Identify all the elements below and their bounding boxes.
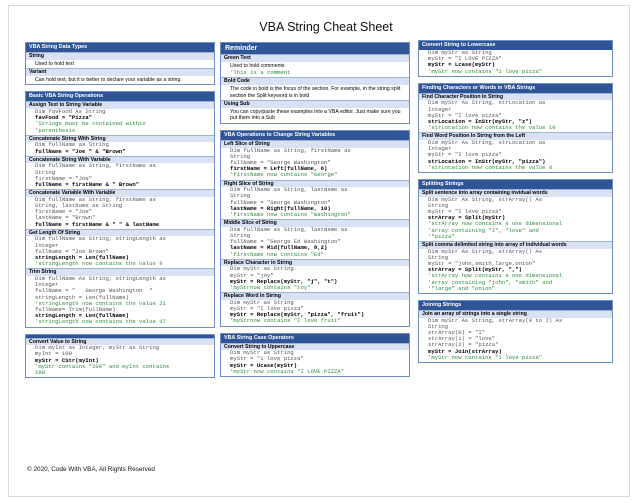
code-comment-line: '"pizza" [428,232,455,240]
code-line: stringLength = Len(fullName) [35,293,129,301]
code-block [26,276,214,327]
code-block [221,266,409,292]
code-line: Dim fullName as String, stringLength as [35,235,166,243]
section-heading: Joining Strings [419,301,612,310]
code-comment-line: 'firstName now contains "George" [230,171,338,179]
code-focus-line: favFood = "Pizza" [35,114,93,122]
code-block [419,100,612,132]
subsection-title: Split sentence into array containing invidual words [419,189,612,197]
code-comment-line: 'Strings must be contained within [35,120,146,128]
code-line: Dim myStr As String, strArray() As [428,247,543,255]
code-comment-line: 'This is a comment [230,69,291,77]
code-comment-line: 'myStr now contains "I love pizza" [428,353,543,361]
code-block [419,50,612,76]
section [418,300,613,363]
code-focus-line: myStr = Join(strArray) [428,347,502,355]
code-block [221,187,409,219]
code-focus-line: myStr = Ucase(myStr) [230,361,298,369]
code-comment-line: 'stringLength now contains the value 21 [35,299,166,307]
code-focus-line: strLocation = InStr(myStr, "z") [428,118,533,126]
code-line: String [35,168,56,176]
code-line: firstName = "Joe" [35,174,93,182]
code-focus-line: fullName = firstName & " " & lastName [35,220,160,228]
code-line: strArray(0) = "I" [428,329,486,337]
code-focus-line: myStr = Lcase(myStr) [428,61,496,69]
subsection-title: Right Slice of String [221,180,409,188]
code-line: strArray(2) = "pizza" [428,341,499,349]
subsection-title: Assign Text to String Variable [26,101,214,109]
code-line: Dim fullName as String, firstName as [35,195,156,203]
code-line: Dim myStr As String, strLocation as [428,139,546,147]
code-block [26,345,214,377]
code-comment-line: 100 [35,369,46,377]
code-block [419,140,612,172]
code-block [221,350,409,376]
subsection-title: Replace Word in String [221,292,409,300]
code-focus-line: strArray = Split(myStr) [428,214,506,222]
code-line: fullName = "George Washington" [230,198,331,206]
description-text: You can copy/paste these examples into a VBA editor. Just make sure you put them into a Sub [230,108,401,122]
subsection-title: Using Sub [221,100,409,108]
code-comment-line: 'stringLength now contains the value 9 [35,260,163,268]
code-focus-line: fullName = "Joe " & "Brown" [35,147,126,155]
code-line: firstName = "Joe" [35,208,93,216]
code-line: myStr = "I love pizza" [428,208,502,216]
code-block [419,318,612,362]
page-title: VBA String Cheat Sheet [259,20,393,34]
code-comment-line: 'myStr contains "100" and myInt contains [35,362,170,370]
code-line: Integer [35,281,59,289]
code-comment-line: 'myStr now contains "I LOVE PIZZA" [230,367,345,375]
code-line: Dim fullName as String [35,141,109,149]
section-heading: VBA String Data Types [26,43,214,52]
subsection-title: Convert String to Uppercase [221,343,409,351]
code-focus-line: strArray = Split(myStr, ",") [428,266,522,274]
subsection-title: String [26,52,214,60]
code-line: String [230,192,251,200]
code-line: strArray(1) = "love" [428,335,496,343]
subsection-title: Find Character Position In String [419,93,612,101]
code-line: String [428,253,449,261]
section [418,179,613,294]
code-comment-line: 'strLocation now contains the value 10 [428,124,556,132]
section [25,42,215,85]
code-line: Dim fullName as String, lastName as [230,186,348,194]
code-line: Dim fullName As String, stringLength as [35,275,166,282]
code-comment-line: 'firstName now contains "Washington" [230,210,351,218]
code-line: myStr = "I love pizza" [428,151,502,159]
code-line: Dim myStr As String, strArray(0 to 2) As [428,316,563,324]
description-text: Used to hold comments [230,62,285,69]
description-text: The code in bold is the focus of the section. For example, in the string split section the Split keyword is in bold [230,85,401,99]
subsection-title: Find Word Position In String from the Left [419,132,612,140]
code-comment-line: 'myStr now contains "i love pizza" [428,67,543,75]
section [220,42,410,124]
column-middle [220,42,410,383]
code-focus-line: strLocation = InStr(myStr, "pizza") [428,157,546,165]
section [418,83,613,173]
code-block [221,300,409,326]
section [25,334,215,379]
code-line: myStr = "john,smith,large,onion" [428,260,536,268]
code-block [26,197,214,229]
code-comment-line: 'strArray now contains a one dimensional [428,272,563,280]
code-line: Dim myStr As String, strArray() As [428,195,543,203]
code-line: Dim myStr as String [230,349,294,357]
code-line: Dim fullName as String, firstName as [230,146,351,154]
section-heading: Reminder [221,43,409,54]
section-heading: Splitting Strings [419,180,612,189]
section-heading: VBA Operations to Change String Variables [221,131,409,140]
code-line: fullName = "Joe Brown" [35,247,109,255]
code-line: myStr = "joy" [230,271,274,279]
code-comment-line: 'parenthesis [35,126,76,134]
code-focus-line: stringLength = Len(fullName) [35,312,129,320]
code-line: fullName = "George Ed Washington" [230,238,341,246]
code-line: Dim myStr as String [230,265,294,273]
code-block [26,109,214,135]
code-line: fullName= Trim(fullName) [35,306,116,314]
code-line: Dim favFood As String [35,107,106,115]
code-line: Dim myStr As String, strLocation as [428,99,546,107]
code-line: fullName = " George Washington " [35,287,153,295]
subsection-title: Variant [26,68,214,76]
code-block [221,148,409,180]
code-line: String [428,322,449,330]
code-line: String [428,201,449,209]
code-line: lastName = "Brown" [35,214,96,222]
code-comment-line: 'firstName now contains "Ed" [230,250,324,258]
code-comment-line: 'strArray now contains a one dimensional [428,220,563,228]
copyright-footer: © 2020, Code With VBA, All Rights Reserved [27,466,155,473]
subsection-title: Bold Code [221,77,409,85]
code-focus-line: firstName = Left(fullName, 6) [230,165,328,173]
code-line: Dim myStr as String [230,298,294,306]
section [418,40,613,77]
code-line: myStr = "I love pizza" [230,304,304,312]
code-line: Dim fullName as String, lastName as [230,225,348,233]
code-focus-line: stringLength = Len(fullName) [35,254,129,261]
subsection-title: Split comma delimited string into array of individual words [419,241,612,249]
code-block [26,142,214,155]
code-line: myStr = "I love pizza" [428,111,502,119]
subsection-title: Concatenate String With Variable [26,156,214,164]
code-comment-line: 'array containing "I", "love" and [428,226,539,234]
code-block [419,197,612,241]
code-comment-line: '"large" and "onion" [428,284,496,292]
subsection-title: Concatenate String With String [26,135,214,143]
code-comment-line: 'myStrnow contains "toy" [230,283,311,291]
description-text: Can hold text, but it is better to declare your variable as a string. [35,76,182,83]
code-focus-line: myStr = CStr(myInt) [35,356,99,364]
code-line: Integer [428,105,452,113]
code-focus-line: lastName = Right(fullName, 10) [230,204,331,212]
column-left [25,42,215,384]
subsection-title: Replace Character in String [221,259,409,267]
code-focus-line: myStr = Replace(myStr, "pizza", "fruit") [230,311,365,319]
section-heading: Basic VBA String Operations [26,92,214,101]
subsection-title: Middle Slice of String [221,219,409,227]
subsection-title: Get Length Of String [26,229,214,237]
code-line: myStr = "i love pizza" [230,355,304,363]
code-block [221,227,409,259]
code-comment-line: 'array containing "john", "smith" and [428,278,553,286]
section [25,91,215,327]
subsection-title: Left Slice of String [221,140,409,148]
section-heading: Convert String to Lowercase [419,41,612,50]
code-comment-line: 'strLocation now contains the value 8 [428,163,553,171]
column-right [418,40,613,369]
subsection-title: Trim String [26,268,214,276]
code-line: fullName = "George Washington" [230,158,331,166]
code-line: Integer [35,241,59,249]
description-text: Used to hold text [35,60,74,67]
subsection-title: Concatenate Variable With Variable [26,189,214,197]
subsection-title: Convert Value to String [26,338,214,346]
code-line: myInt = 100 [35,350,72,358]
code-comment-line: 'stringLength now contains the value 17 [35,318,166,326]
code-focus-line: fullName = firstName & " Brown" [35,180,140,188]
code-focus-line: lastName = Mid(fullName, 8,2) [230,244,328,252]
code-line: myStr = "I LOVE PIZZA" [428,55,502,63]
code-line: Integer [428,145,452,153]
code-line: Dim myInt as Integer, myStr as String [35,344,160,352]
code-line: Dim fullName as String, firstName as [35,162,156,170]
code-line: Dim myStr as String [428,49,492,56]
section-heading: VBA String Case Operators [221,334,409,343]
code-line: String [230,231,251,239]
code-line: String [230,152,251,160]
subsection-title: Join an array of strings into a single string [419,310,612,318]
code-focus-line: myStr = Replace(myStr, "j", "t") [230,277,338,285]
subsection-title: Green Text [221,54,409,62]
code-comment-line: 'myStrnow contains "I love fruit" [230,317,341,325]
code-line: String, lastName as String [35,201,123,209]
code-block [26,163,214,189]
code-block [26,236,214,268]
code-block [419,249,612,293]
section [220,130,410,327]
code-block [221,70,409,77]
section-heading: Finding Characters or Words in VBA Strings [419,84,612,93]
section [220,333,410,377]
